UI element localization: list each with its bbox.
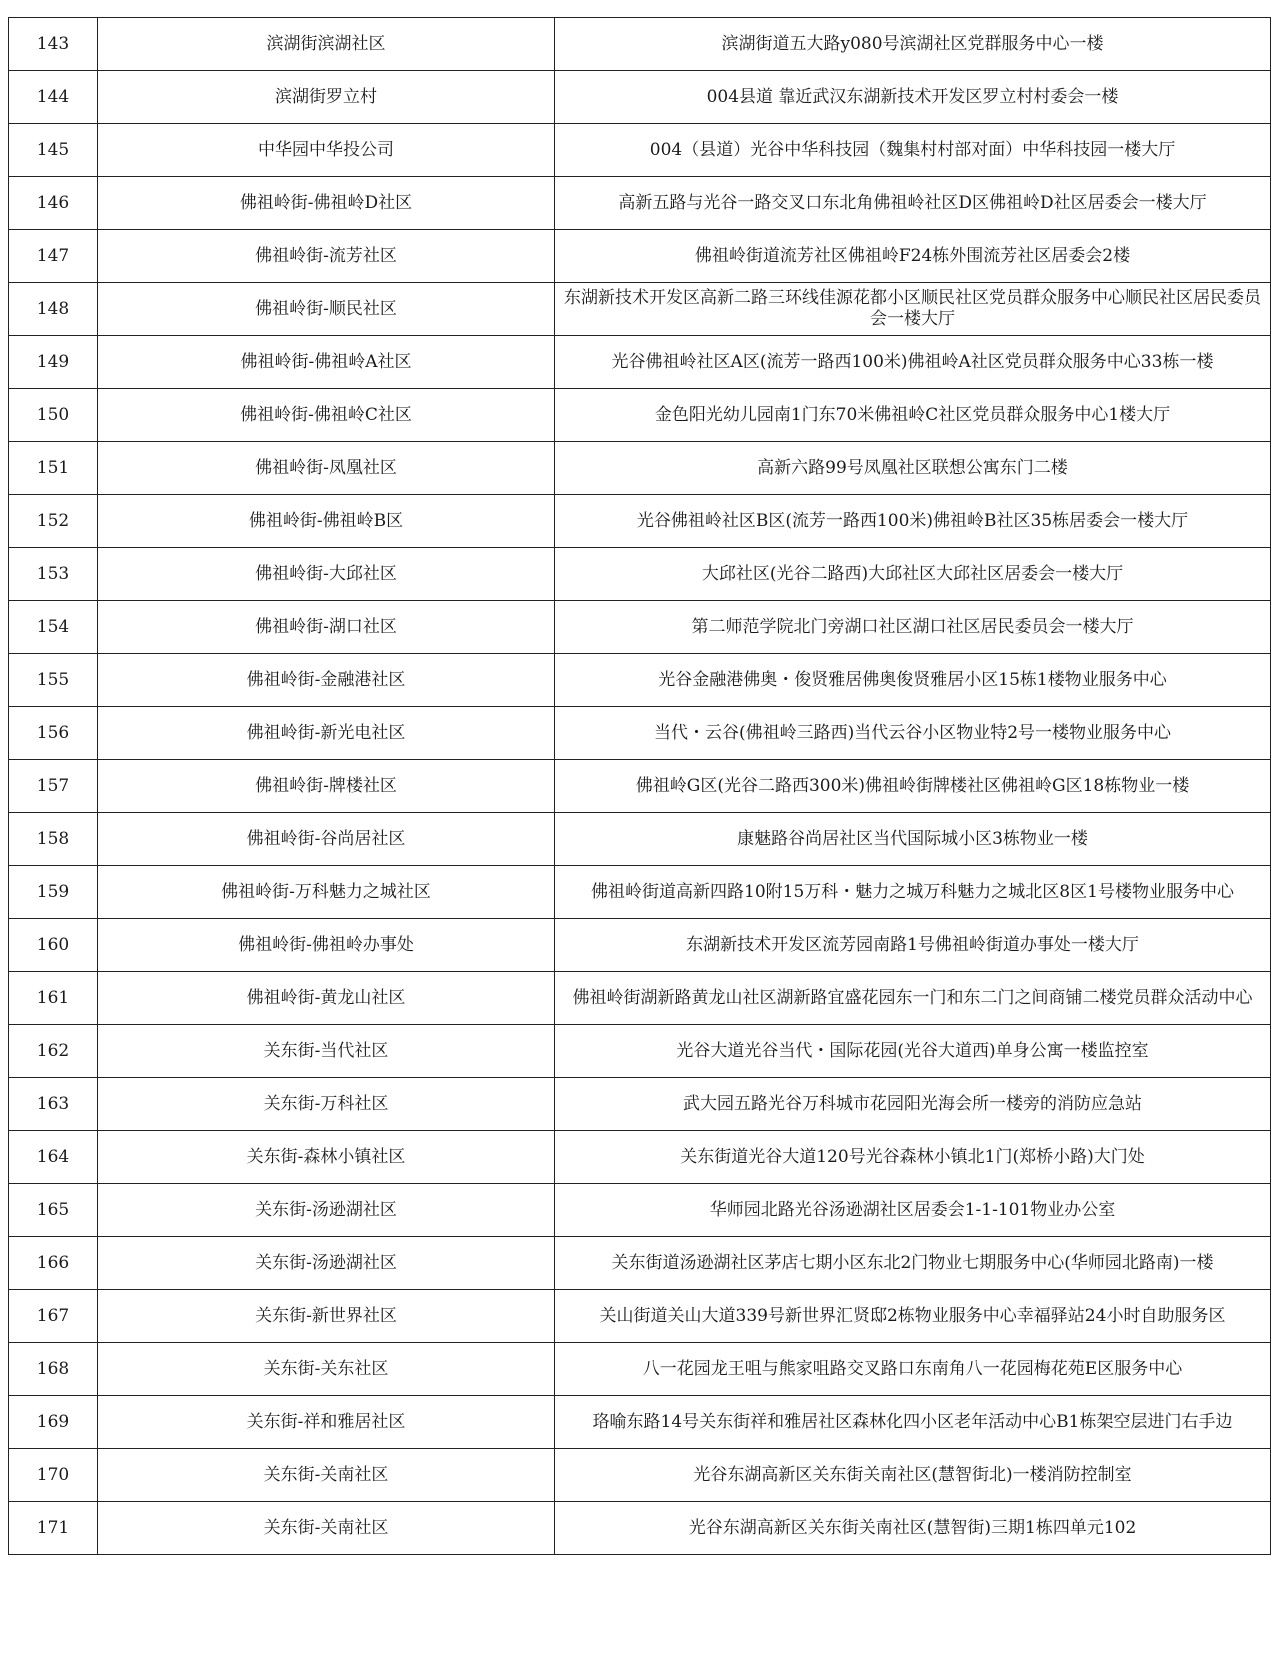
site-name-cell: 关东街-森林小镇社区 — [98, 1131, 555, 1184]
site-name-cell: 关东街-新世界社区 — [98, 1290, 555, 1343]
table-row — [9, 71, 1271, 124]
row-number-cell: 162 — [9, 1025, 98, 1078]
table-row — [9, 866, 1271, 919]
table-row — [9, 813, 1271, 866]
table-body — [9, 18, 1271, 1555]
row-number-cell: 156 — [9, 707, 98, 760]
site-name-cell: 佛祖岭街-凤凰社区 — [98, 442, 555, 495]
table-row — [9, 336, 1271, 389]
table-row — [9, 230, 1271, 283]
row-number-cell: 154 — [9, 601, 98, 654]
site-name-cell: 佛祖岭街-万科魅力之城社区 — [98, 866, 555, 919]
site-address-cell: 八一花园龙王咀与熊家咀路交叉路口东南角八一花园梅花苑E区服务中心 — [555, 1343, 1271, 1396]
row-number-cell: 145 — [9, 124, 98, 177]
site-name-cell: 中华园中华投公司 — [98, 124, 555, 177]
row-number-cell: 165 — [9, 1184, 98, 1237]
row-number-cell: 146 — [9, 177, 98, 230]
site-name-cell: 佛祖岭街-新光电社区 — [98, 707, 555, 760]
site-address-cell: 光谷佛祖岭社区A区(流芳一路西100米)佛祖岭A社区党员群众服务中心33栋一楼 — [555, 336, 1271, 389]
site-address-cell: 当代・云谷(佛祖岭三路西)当代云谷小区物业特2号一楼物业服务中心 — [555, 707, 1271, 760]
site-name-cell: 佛祖岭街-湖口社区 — [98, 601, 555, 654]
table-row — [9, 654, 1271, 707]
table-row — [9, 1078, 1271, 1131]
table-row — [9, 1025, 1271, 1078]
table-row — [9, 1343, 1271, 1396]
site-name-cell: 佛祖岭街-黄龙山社区 — [98, 972, 555, 1025]
site-address-cell: 东湖新技术开发区流芳园南路1号佛祖岭街道办事处一楼大厅 — [555, 919, 1271, 972]
table-row — [9, 177, 1271, 230]
site-name-cell: 关东街-万科社区 — [98, 1078, 555, 1131]
site-address-cell: 高新五路与光谷一路交叉口东北角佛祖岭社区D区佛祖岭D社区居委会一楼大厅 — [555, 177, 1271, 230]
site-address-cell: 佛祖岭街道流芳社区佛祖岭F24栋外围流芳社区居委会2楼 — [555, 230, 1271, 283]
row-number-cell: 155 — [9, 654, 98, 707]
table-row — [9, 495, 1271, 548]
site-address-cell: 光谷金融港佛奥・俊贤雅居佛奥俊贤雅居小区15栋1楼物业服务中心 — [555, 654, 1271, 707]
row-number-cell: 166 — [9, 1237, 98, 1290]
table-row — [9, 1131, 1271, 1184]
table-row — [9, 1290, 1271, 1343]
row-number-cell: 168 — [9, 1343, 98, 1396]
site-address-cell: 佛祖岭街道高新四路10附15万科・魅力之城万科魅力之城北区8区1号楼物业服务中心 — [555, 866, 1271, 919]
row-number-cell: 163 — [9, 1078, 98, 1131]
site-name-cell: 关东街-关南社区 — [98, 1449, 555, 1502]
row-number-cell: 159 — [9, 866, 98, 919]
row-number-cell: 164 — [9, 1131, 98, 1184]
site-name-cell: 佛祖岭街-牌楼社区 — [98, 760, 555, 813]
table-row — [9, 389, 1271, 442]
site-address-cell: 康魅路谷尚居社区当代国际城小区3栋物业一楼 — [555, 813, 1271, 866]
row-number-cell: 171 — [9, 1502, 98, 1555]
site-address-cell: 004（县道）光谷中华科技园（魏集村村部对面）中华科技园一楼大厅 — [555, 124, 1271, 177]
row-number-cell: 169 — [9, 1396, 98, 1449]
site-name-cell: 关东街-关东社区 — [98, 1343, 555, 1396]
site-address-cell: 光谷东湖高新区关东街关南社区(慧智街)三期1栋四单元102 — [555, 1502, 1271, 1555]
site-address-cell: 金色阳光幼儿园南1门东70米佛祖岭C社区党员群众服务中心1楼大厅 — [555, 389, 1271, 442]
row-number-cell: 153 — [9, 548, 98, 601]
site-address-cell: 004县道 靠近武汉东湖新技术开发区罗立村村委会一楼 — [555, 71, 1271, 124]
site-address-cell: 第二师范学院北门旁湖口社区湖口社区居民委员会一楼大厅 — [555, 601, 1271, 654]
site-address-cell: 关东街道汤逊湖社区茅店七期小区东北2门物业七期服务中心(华师园北路南)一楼 — [555, 1237, 1271, 1290]
row-number-cell: 143 — [9, 18, 98, 71]
site-name-cell: 佛祖岭街-谷尚居社区 — [98, 813, 555, 866]
row-number-cell: 150 — [9, 389, 98, 442]
site-name-cell: 佛祖岭街-大邱社区 — [98, 548, 555, 601]
site-name-cell: 滨湖街滨湖社区 — [98, 18, 555, 71]
row-number-cell: 160 — [9, 919, 98, 972]
site-name-cell: 关东街-汤逊湖社区 — [98, 1184, 555, 1237]
site-address-cell: 华师园北路光谷汤逊湖社区居委会1-1-101物业办公室 — [555, 1184, 1271, 1237]
table-row — [9, 124, 1271, 177]
site-table — [8, 17, 1271, 1555]
row-number-cell: 151 — [9, 442, 98, 495]
site-address-cell: 滨湖街道五大路y080号滨湖社区党群服务中心一楼 — [555, 18, 1271, 71]
table-row — [9, 1237, 1271, 1290]
site-address-cell: 大邱社区(光谷二路西)大邱社区大邱社区居委会一楼大厅 — [555, 548, 1271, 601]
site-name-cell: 关东街-汤逊湖社区 — [98, 1237, 555, 1290]
table-row — [9, 442, 1271, 495]
site-name-cell: 佛祖岭街-金融港社区 — [98, 654, 555, 707]
table-row — [9, 601, 1271, 654]
row-number-cell: 149 — [9, 336, 98, 389]
site-address-cell: 佛祖岭街湖新路黄龙山社区湖新路宜盛花园东一门和东二门之间商铺二楼党员群众活动中心 — [555, 972, 1271, 1025]
site-name-cell: 佛祖岭街-佛祖岭A社区 — [98, 336, 555, 389]
site-name-cell: 佛祖岭街-流芳社区 — [98, 230, 555, 283]
site-address-cell: 关东街道光谷大道120号光谷森林小镇北1门(郑桥小路)大门处 — [555, 1131, 1271, 1184]
row-number-cell: 158 — [9, 813, 98, 866]
table-row — [9, 1184, 1271, 1237]
table-row — [9, 548, 1271, 601]
site-address-cell: 关山街道关山大道339号新世界汇贤邸2栋物业服务中心幸福驿站24小时自助服务区 — [555, 1290, 1271, 1343]
table-row — [9, 760, 1271, 813]
site-address-cell: 珞喻东路14号关东街祥和雅居社区森林化四小区老年活动中心B1栋架空层进门右手边 — [555, 1396, 1271, 1449]
table-row — [9, 18, 1271, 71]
site-name-cell: 佛祖岭街-佛祖岭D社区 — [98, 177, 555, 230]
site-address-cell: 东湖新技术开发区高新二路三环线佳源花都小区顺民社区党员群众服务中心顺民社区居民委员会一楼大厅 — [555, 283, 1271, 336]
row-number-cell: 147 — [9, 230, 98, 283]
table-row — [9, 283, 1271, 336]
site-name-cell: 关东街-当代社区 — [98, 1025, 555, 1078]
row-number-cell: 148 — [9, 283, 98, 336]
table-row — [9, 1449, 1271, 1502]
site-address-cell: 武大园五路光谷万科城市花园阳光海会所一楼旁的消防应急站 — [555, 1078, 1271, 1131]
site-name-cell: 关东街-关南社区 — [98, 1502, 555, 1555]
site-address-cell: 高新六路99号凤凰社区联想公寓东门二楼 — [555, 442, 1271, 495]
table-row — [9, 919, 1271, 972]
site-address-cell: 光谷佛祖岭社区B区(流芳一路西100米)佛祖岭B社区35栋居委会一楼大厅 — [555, 495, 1271, 548]
row-number-cell: 167 — [9, 1290, 98, 1343]
site-address-cell: 光谷东湖高新区关东街关南社区(慧智街北)一楼消防控制室 — [555, 1449, 1271, 1502]
table-row — [9, 972, 1271, 1025]
site-address-cell: 光谷大道光谷当代・国际花园(光谷大道西)单身公寓一楼监控室 — [555, 1025, 1271, 1078]
row-number-cell: 144 — [9, 71, 98, 124]
row-number-cell: 152 — [9, 495, 98, 548]
table-row — [9, 1396, 1271, 1449]
site-name-cell: 佛祖岭街-佛祖岭办事处 — [98, 919, 555, 972]
site-address-cell: 佛祖岭G区(光谷二路西300米)佛祖岭街牌楼社区佛祖岭G区18栋物业一楼 — [555, 760, 1271, 813]
row-number-cell: 161 — [9, 972, 98, 1025]
row-number-cell: 170 — [9, 1449, 98, 1502]
site-name-cell: 滨湖街罗立村 — [98, 71, 555, 124]
site-name-cell: 佛祖岭街-佛祖岭C社区 — [98, 389, 555, 442]
site-name-cell: 佛祖岭街-佛祖岭B区 — [98, 495, 555, 548]
table-row — [9, 1502, 1271, 1555]
table-row — [9, 707, 1271, 760]
row-number-cell: 157 — [9, 760, 98, 813]
site-name-cell: 佛祖岭街-顺民社区 — [98, 283, 555, 336]
site-name-cell: 关东街-祥和雅居社区 — [98, 1396, 555, 1449]
